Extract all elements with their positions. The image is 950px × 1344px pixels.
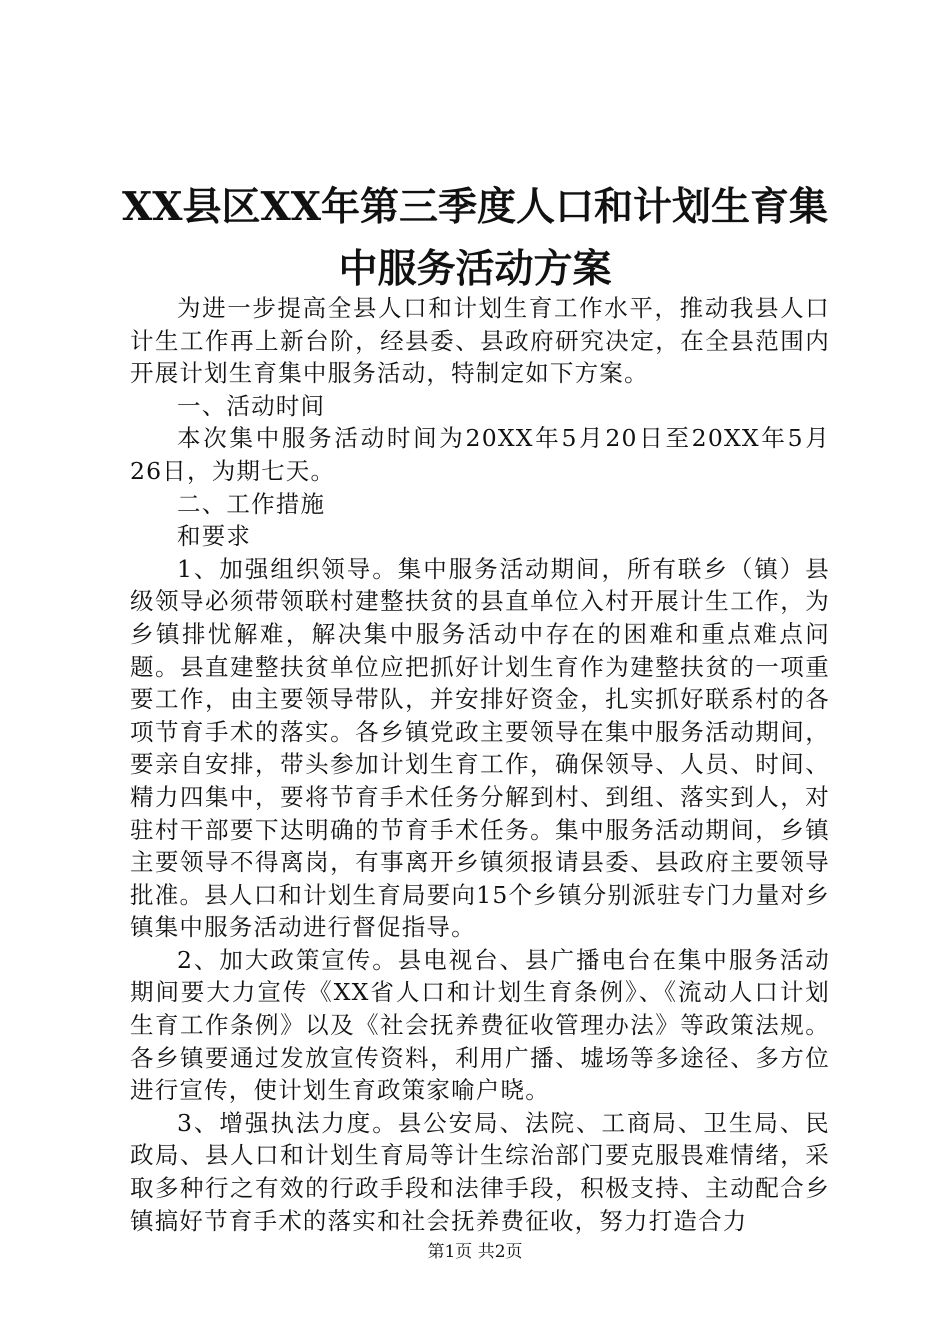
measure-paragraph-1: 1、加强组织领导。集中服务活动期间，所有联乡（镇）县级领导必须带领联村建整扶贫的县直单位入村开展计生工作，为乡镇排忧解难，解决集中服务活动中存在的困难和重点难点问题。县直建整扶贫单位应把抓好计划生育作为建整扶贫的一项重要工作，由主要领导带队，并安排好资金，扎实抓好联系村的各项节育手术的落实。各乡镇党政主要领导在集中服务活动期间，要亲自安排，带头参加计划生育工作，确保领导、人员、时间、精力四集中，要将节育手术任务分解到村、到组、落实到人，对驻村干部要下达明确的节育手术任务。集中服务活动期间，乡镇主要领导不得离岗，有事离开乡镇须报请县委、县政府主要领导批准。县人口和计划生育局要向15个乡镇分别派驻专门力量对乡镇集中服务活动进行督促指导。 — [130, 554, 830, 942]
page-footer: 第1页 共2页 — [427, 1242, 523, 1262]
measure-paragraph-3: 3、增强执法力度。县公安局、法院、工商局、卫生局、民政局、县人口和计划生育局等计生综治部门要克服畏难情绪，采取多种行之有效的行政手段和法律手段，积极支持、主动配合乡镇搞好节育手术的落实和社会抚养费征收，努力打造合力 — [130, 1108, 830, 1235]
section-heading-measures: 二、工作措施 — [177, 489, 326, 518]
document-title: XX县区XX年第三季度人口和计划生育集中服务活动方案 — [121, 184, 829, 292]
document-body — [130, 292, 830, 1237]
measure-paragraph-2: 2、加大政策宣传。县电视台、县广播电台在集中服务活动期间要大力宣传《XX省人口和计划生育条例》、《流动人口计划生育工作条例》以及《社会抚养费征收管理办法》等政策法规。各乡镇要通过发放宣传资料，利用广播、墟场等多途径、多方位进行宣传，使计划生育政策家喻户晓。 — [130, 945, 830, 1105]
section-heading-activity-time: 一、活动时间 — [177, 391, 326, 420]
intro-paragraph: 为进一步提高全县人口和计划生育工作水平，推动我县人口计生工作再上新台阶，经县委、县政府研究决定，在全县范围内开展计划生育集中服务活动，特制定如下方案。 — [130, 294, 830, 388]
activity-time-paragraph: 本次集中服务活动时间为20XX年5月20日至20XX年5月26日，为期七天。 — [130, 424, 830, 485]
section-heading-measures-continued: 和要求 — [177, 522, 252, 551]
